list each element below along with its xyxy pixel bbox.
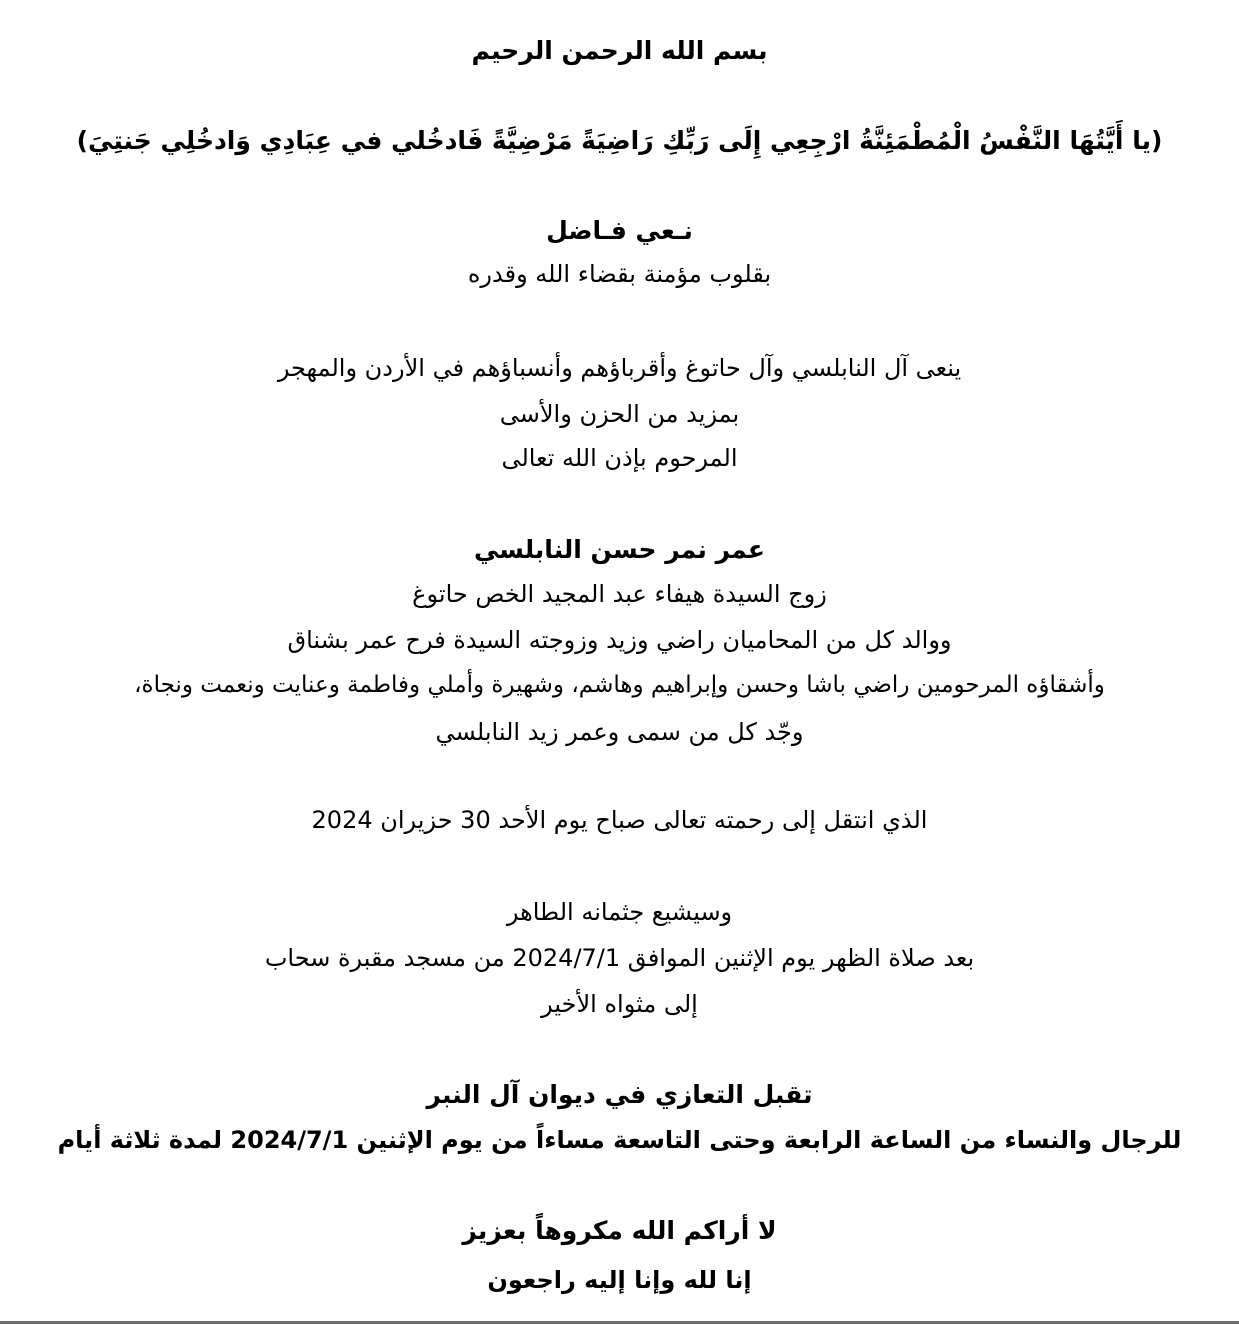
funeral-intro: وسيشيع جثمانه الطاهر <box>506 898 733 926</box>
condolences-schedule: للرجال والنساء من الساعة الرابعة وحتى التاسعة مساءاً من يوم الإثنين 2024/7/1 لمدة ثلاثة أيام <box>57 1126 1182 1154</box>
funeral-details: بعد صلاة الظهر يوم الإثنين الموافق 2024/7/1 من مسجد مقبرة سحاب <box>264 944 975 972</box>
basmala-heading: بسم الله الرحمن الرحيم <box>471 36 768 65</box>
deceased-name: عمر نمر حسن النابلسي <box>473 535 766 564</box>
death-date-line: الذي انتقل إلى رحمته تعالى صباح يوم الأحد 30 حزيران 2024 <box>311 806 928 834</box>
relation-line: ووالد كل من المحاميان راضي وزيد وزوجته السيدة فرح عمر بشناق <box>287 626 952 654</box>
relation-line: زوج السيدة هيفاء عبد المجيد الخص حاتوغ <box>412 580 827 608</box>
closing-prayer: لا أراكم الله مكروهاً بعزيز <box>462 1216 777 1245</box>
relation-line: وجّد كل من سمى وعمر زيد النابلسي <box>435 718 804 746</box>
condolences-place: تقبل التعازي في ديوان آل النبر <box>426 1080 813 1109</box>
families-announcement: ينعى آل النابلسي وآل حاتوغ وأقرباؤهم وأنسباؤهم في الأردن والمهجر <box>277 354 962 382</box>
closing-verse: إنا لله وإنا إليه راجعون <box>487 1266 752 1294</box>
relation-line: وأشقاؤه المرحومين راضي باشا وحسن وإبراهيم وهاشم، وشهيرة وأملي وفاطمة وعنايت ونعمت ونجاة، <box>134 672 1105 698</box>
quran-verse: (يا أَيَّتُهَا النَّفْسُ الْمُطْمَئِنَّةُ ارْجِعِي إِلَى رَبِّكِ رَاضِيَةً مَرْضِيَّةً فَادخُلي في عِبَادِي وَادخُلِي جَنتِيَ) <box>76 126 1163 155</box>
sorrow-line: بمزيد من الحزن والأسى <box>499 400 740 428</box>
funeral-final: إلى مثواه الأخير <box>541 990 698 1018</box>
obituary-subtitle: بقلوب مؤمنة بقضاء الله وقدره <box>467 260 772 288</box>
obituary-title: نـعي فـاضل <box>546 216 693 245</box>
deceased-intro: المرحوم بإذن الله تعالى <box>501 444 738 472</box>
